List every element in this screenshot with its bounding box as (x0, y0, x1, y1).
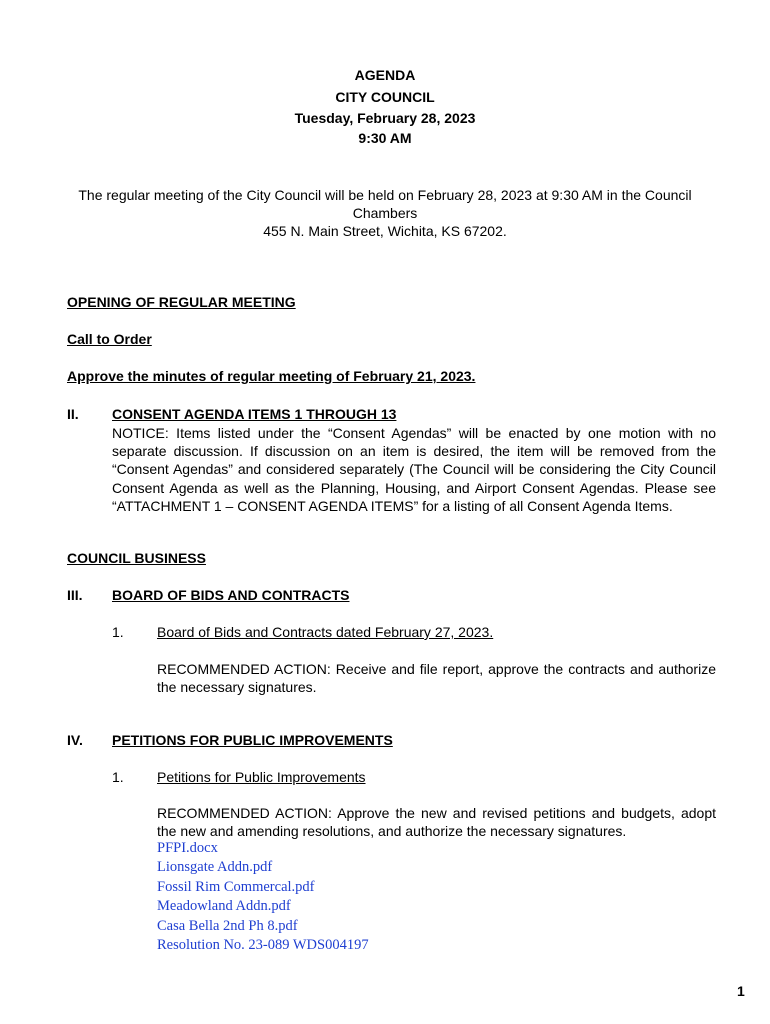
attachment-link-pfpi[interactable]: PFPI.docx (157, 840, 218, 856)
meeting-date: Tuesday, February 28, 2023 (294, 110, 476, 126)
section-iv-heading: PETITIONS FOR PUBLIC IMPROVEMENTS (112, 732, 393, 748)
agenda-title: AGENDA (354, 67, 416, 83)
section-iii-recommended-action: RECOMMENDED ACTION: Receive and file report, approve the contracts and authorize the necessary signatures. (157, 661, 716, 696)
section-iv-numeral: IV. (67, 732, 83, 748)
intro-line-1: The regular meeting of the City Council will be held on February 28, 2023 at 9:30 AM in the Council (78, 187, 692, 203)
intro-line-2: Chambers (352, 205, 418, 221)
section-iv-item-title: Petitions for Public Improvements (157, 769, 366, 785)
section-ii-heading: CONSENT AGENDA ITEMS 1 THROUGH 13 (112, 406, 397, 422)
section-iii-item-number: 1. (112, 624, 124, 640)
attachment-link-meadowland[interactable]: Meadowland Addn.pdf (157, 898, 291, 915)
page-number: 1 (737, 983, 745, 999)
council-name: CITY COUNCIL (335, 89, 435, 105)
call-to-order: Call to Order (67, 331, 152, 347)
attachment-link-lionsgate[interactable]: Lionsgate Addn.pdf (157, 859, 273, 876)
section-iii-item-title: Board of Bids and Contracts dated February 27, 2023. (157, 624, 494, 640)
consent-notice: NOTICE: Items listed under the “Consent Agendas” will be enacted by one motion with no separate discussion. If discussion on an item is desired, the item will be removed from the “Consent Agendas” and considered separately (The Council will be considering the City Council Consent Agenda as well as the Planning, Housing, and Airport Consent Agendas. Please see “ATTACHMENT 1 – CONSENT AGENDA ITEMS” for a listing of all Consent Agenda Items. (112, 425, 716, 514)
section-iii-heading: BOARD OF BIDS AND CONTRACTS (112, 587, 350, 603)
attachment-links (157, 839, 369, 955)
attachment-link-casa-bella[interactable]: Casa Bella 2nd Ph 8.pdf (157, 917, 298, 934)
opening-heading: OPENING OF REGULAR MEETING (67, 294, 296, 310)
section-iv-recommended-action: RECOMMENDED ACTION: Approve the new and revised petitions and budgets, adopt the new and amending resolutions, and authorize the necessary signatures. (157, 805, 716, 840)
attachment-link-resolution[interactable]: Resolution No. 23-089 WDS004197 (157, 937, 369, 954)
council-business-heading: COUNCIL BUSINESS (67, 550, 206, 566)
approve-minutes: Approve the minutes of regular meeting of February 21, 2023. (67, 368, 476, 384)
intro-address: 455 N. Main Street, Wichita, KS 67202. (263, 223, 507, 239)
meeting-time: 9:30 AM (358, 130, 412, 146)
section-ii-numeral: II. (67, 406, 79, 422)
attachment-link-fossil-rim[interactable]: Fossil Rim Commercal.pdf (157, 878, 315, 895)
section-iv-item-number: 1. (112, 769, 124, 785)
section-iii-numeral: III. (67, 587, 83, 603)
